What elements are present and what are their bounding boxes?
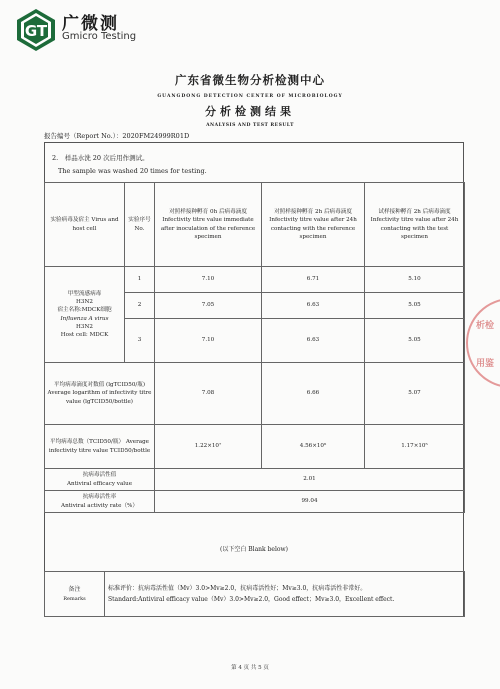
center-title-en: GUANGDONG DETECTION CENTER OF MICROBIOLOGY xyxy=(157,94,343,99)
table-row xyxy=(45,267,465,293)
blank-below-note: (以下空白 Blank below) xyxy=(220,546,288,553)
efficacy-label xyxy=(45,469,155,491)
result-title-en: ANALYSIS AND TEST RESULT xyxy=(206,123,294,128)
row-value-ref-2h: 6.71 xyxy=(262,267,365,293)
header-test-2h: 试样接种孵育 2h 后病毒滴度 Infectivity titre value after 24h contacting with the test specimen xyxy=(365,183,465,267)
brand-name-en: Gmicro Testing xyxy=(62,31,137,42)
gmicro-logo-icon xyxy=(14,8,58,52)
header-ref-2h: 对照样接种孵育 2h 后病毒滴度 Infectivity titre value after 24h contacting with the reference specimen xyxy=(262,183,365,267)
avg-log-ref-2h: 6.66 xyxy=(262,363,365,425)
activity-label-cn: 抗病毒活性率 xyxy=(82,494,117,501)
efficacy-label-cn: 抗病毒活性值 xyxy=(82,472,117,479)
avg-log-ref-0h: 7.08 xyxy=(155,363,262,425)
virus-name-en: Influenza A virus xyxy=(60,315,109,322)
note-cn: 2. 样品水洗 20 次后用作测试。 xyxy=(52,154,149,162)
virus-name-cn: 甲型流感病毒 xyxy=(67,291,102,298)
row-value-ref-0h: 7.10 xyxy=(155,319,262,363)
row-value-ref-2h: 6.63 xyxy=(262,293,365,319)
activity-label-en: Antiviral activity rate（%） xyxy=(61,502,138,509)
host-en: Host cell: MDCK xyxy=(60,331,109,338)
efficacy-value: 2.01 xyxy=(155,469,465,491)
row-value-ref-2h: 6.63 xyxy=(262,319,365,363)
note-en: The sample was washed 20 times for testing. xyxy=(58,167,207,175)
header-ref-0h: 对照样接种孵育 0h 后病毒滴度 Infectivity titre value immediate after inoculation of the reference specimen xyxy=(155,183,262,267)
result-title-cn: 分析检测结果 xyxy=(205,105,295,118)
official-stamp: 析检 用鉴 xyxy=(466,298,500,388)
avg-log-label: 平均病毒滴度对数值 (lgTCID50/瓶) Average logarithm of infectivity titre value (lgTCID50/bottle) xyxy=(45,363,155,425)
results-table xyxy=(44,182,465,513)
row-no: 1 xyxy=(125,267,155,293)
remarks-label-en: Remarks xyxy=(63,595,86,602)
efficacy-label-en: Antiviral efficacy value xyxy=(66,480,132,487)
report-number: 报告编号（Report No.）：2020FM24999R01D xyxy=(44,132,190,140)
avg-total-ref-0h: 1.22×10⁷ xyxy=(155,425,262,469)
row-value-test-2h: 5.05 xyxy=(365,319,465,363)
avg-total-ref-2h: 4.56×10⁶ xyxy=(262,425,365,469)
avg-log-test-2h: 5.07 xyxy=(365,363,465,425)
row-value-ref-0h: 7.05 xyxy=(155,293,262,319)
virus-strain: H3N2 xyxy=(76,299,93,306)
svg-text:GT: GT xyxy=(24,22,48,40)
remarks-label xyxy=(45,572,105,617)
page-footer: 第 4 页 共 5 页 xyxy=(231,665,269,671)
activity-value: 99.04 xyxy=(155,491,465,513)
avg-total-row xyxy=(45,425,465,469)
avg-total-label: 平均病毒总数（TCID50/瓶） Average infectivity titre value TCID50/bottle xyxy=(45,425,155,469)
row-value-ref-0h: 7.10 xyxy=(155,267,262,293)
remarks-label-cn: 备注 xyxy=(68,585,81,593)
header-virus-host: 实验病毒及宿主 Virus and host cell xyxy=(45,183,125,267)
activity-row xyxy=(45,491,465,513)
avg-log-row xyxy=(45,363,465,425)
table-header-row xyxy=(45,183,465,267)
remarks-table xyxy=(44,571,465,617)
row-no: 3 xyxy=(125,319,155,363)
remarks-content xyxy=(105,572,465,617)
row-no: 2 xyxy=(125,293,155,319)
row-value-test-2h: 5.05 xyxy=(365,293,465,319)
virus-host-cell xyxy=(45,267,125,363)
activity-label xyxy=(45,491,155,513)
virus-strain-2: H3N2 xyxy=(76,323,93,330)
brand-name-cn: 广微测 xyxy=(62,14,119,34)
header-no: 实验序号 No. xyxy=(125,183,155,267)
center-title-cn: 广东省微生物分析检测中心 xyxy=(175,73,325,87)
avg-total-test-2h: 1.17×10⁵ xyxy=(365,425,465,469)
remarks-line-cn: 标准评价：抗病毒活性值（Mv）3.0>Mv≥2.0，抗病毒活性好；Mv≥3.0，抗病毒活性非常好。 xyxy=(108,584,367,592)
remarks-line-en: Standard:Antiviral efficacy value（Mv）3.0>Mv≥2.0，Good effect；Mv≥3.0，Excellent effect. xyxy=(108,596,395,603)
host-cn: 宿主名称:MDCK细胞 xyxy=(57,307,112,314)
row-value-test-2h: 5.10 xyxy=(365,267,465,293)
efficacy-row xyxy=(45,469,465,491)
